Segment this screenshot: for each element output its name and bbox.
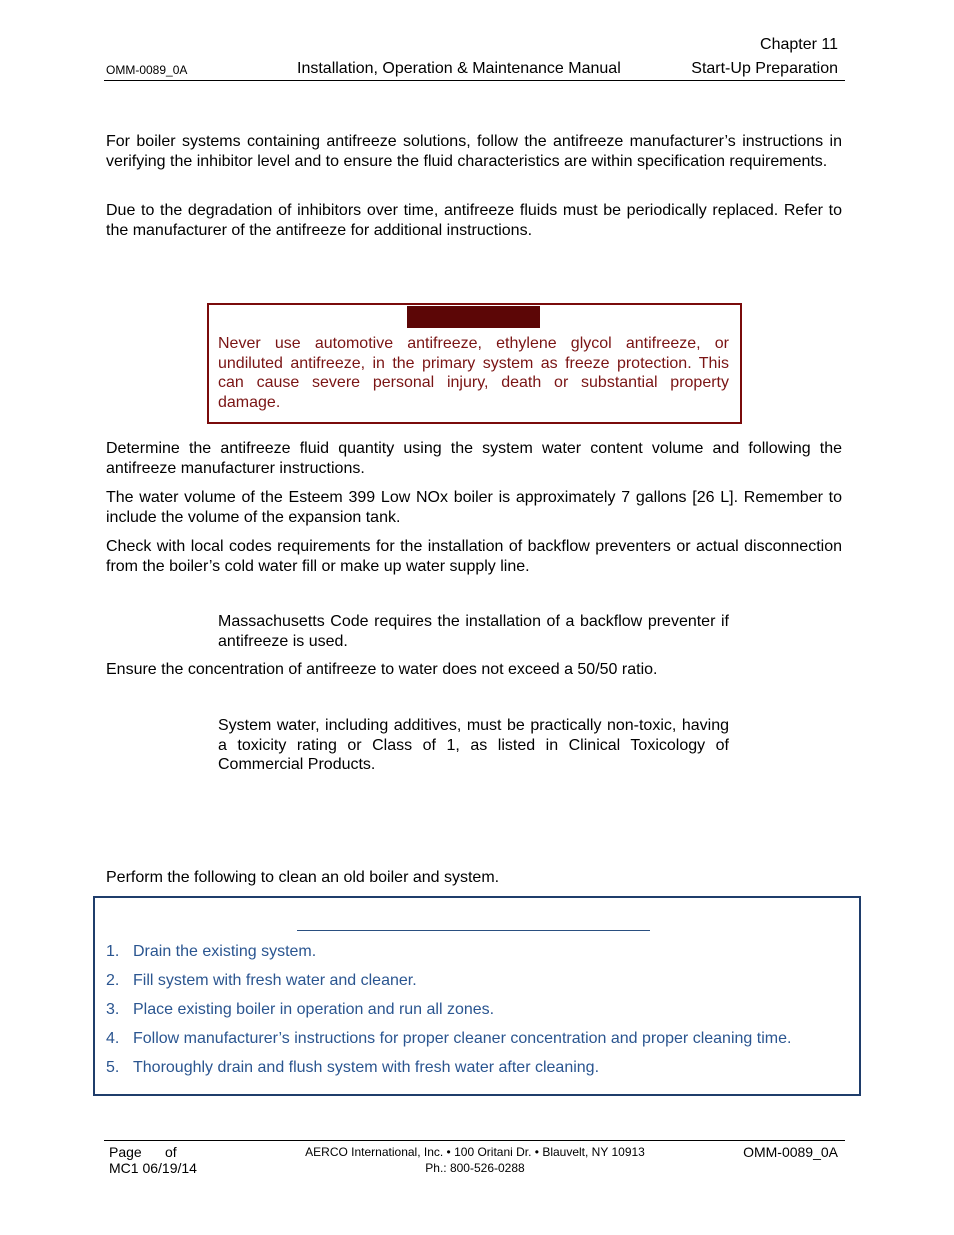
paragraph-backflow-codes: Check with local codes requirements for the installation of backflow preventers or actual disconnection from the boiler’s cold water fill or make up water supply line. [106,538,842,575]
footer-divider [104,1140,845,1141]
procedure-step [106,1001,791,1030]
section-title: Start-Up Preparation [691,60,838,77]
paragraph-inhibitor-degradation: Due to the degradation of inhibitors over time, antifreeze fluids must be periodically replaced. Refer to the manufacturer of the antifreeze for additional instructions. [106,202,842,239]
warning-header-bar [407,306,540,328]
footer-page-label: Page [109,1144,142,1160]
paragraph-water-volume: The water volume of the Esteem 399 Low NOx boiler is approximately 7 gallons [26 L]. Remember to include the volume of the expansion tank. [106,489,842,526]
paragraph-concentration-ratio: Ensure the concentration of antifreeze to water does not exceed a 50/50 ratio. [106,661,658,678]
step-number: 4. [106,1030,120,1047]
step-number: 2. [106,972,120,989]
step-text: Drain the existing system. [133,943,317,960]
paragraph-cleaning-intro: Perform the following to clean an old boiler and system. [106,869,500,886]
paragraph-antifreeze-inhibitor: For boiler systems containing antifreeze solutions, follow the antifreeze manufacturer’s instructions in verifying the inhibitor level and to ensure the fluid characteristics are within specification requirements. [106,133,842,170]
step-number: 5. [106,1059,120,1076]
footer-phone: Ph.: 800-526-0288 [425,1161,525,1175]
note-massachusetts-code: Massachusetts Code requires the installation of a backflow preventer if antifreeze is used. [218,613,729,650]
procedure-step [106,1030,791,1059]
header-doc-number: OMM-0089_0A [106,63,188,77]
procedure-step [106,1059,791,1088]
paragraph-antifreeze-quantity: Determine the antifreeze fluid quantity using the system water content volume and following the antifreeze manufacturer instructions. [106,440,842,477]
chapter-label: Chapter 11 [760,36,838,53]
footer-of-label: of [165,1144,177,1160]
procedure-step [106,972,791,1001]
warning-text: Never use automotive antifreeze, ethylene glycol antifreeze, or undiluted antifreeze, in the primary system as freeze protection. This can cause severe personal injury, death or substantial property damage. [218,335,729,411]
header-divider [104,80,845,81]
step-text: Fill system with fresh water and cleaner. [133,972,417,989]
step-text: Place existing boiler in operation and run all zones. [133,1001,495,1018]
footer-revision: MC1 06/19/14 [109,1160,197,1176]
footer-doc-number: OMM-0089_0A [743,1144,838,1160]
procedure-steps [106,943,791,1088]
step-number: 3. [106,1001,120,1018]
manual-title: Installation, Operation & Maintenance Manual [297,60,621,77]
step-text: Follow manufacturer’s instructions for proper cleaner concentration and proper cleaning time. [133,1030,792,1047]
step-text: Thoroughly drain and flush system with fresh water after cleaning. [133,1059,600,1076]
procedure-step [106,943,791,972]
footer-address: AERCO International, Inc. • 100 Oritani Dr. • Blauvelt, NY 10913 [305,1145,645,1159]
note-non-toxic: System water, including additives, must be practically non-toxic, having a toxicity rating or Class of 1, as listed in Clinical Toxicology of Commercial Products. [218,717,729,773]
step-number: 1. [106,943,120,960]
procedure-title-rule [297,930,650,931]
